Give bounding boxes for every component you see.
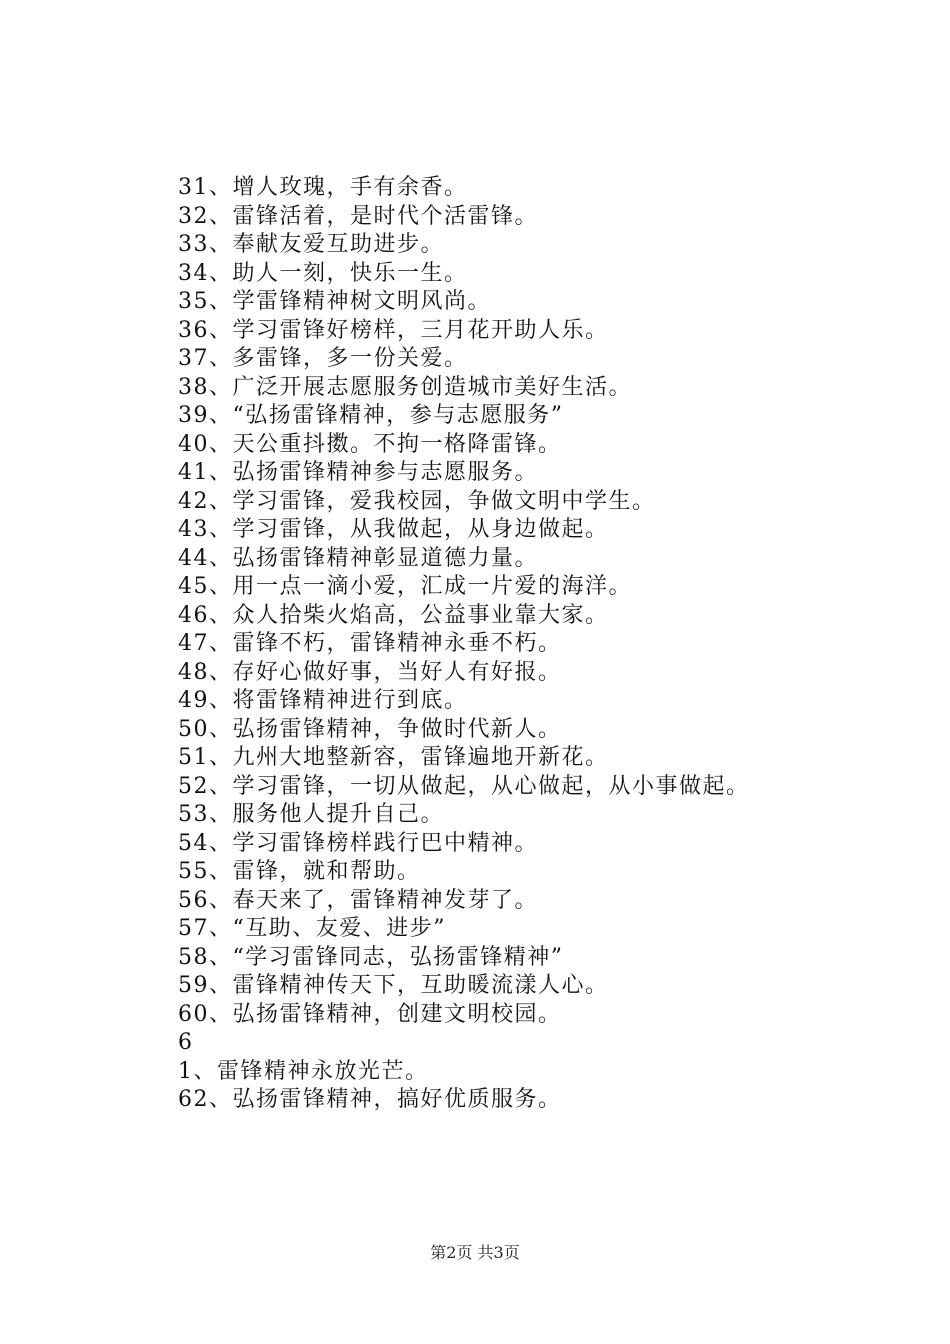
slogan-line-45: 45、用一点一滴小爱，汇成一片爱的海洋。 bbox=[178, 574, 632, 599]
slogan-line-38: 38、广泛开展志愿服务创造城市美好生活。 bbox=[178, 374, 632, 400]
slogan-line-58: 58、“学习雷锋同志，弘扬雷锋精神” bbox=[178, 944, 564, 970]
slogan-line-62: 62、弘扬雷锋精神，搞好优质服务。 bbox=[178, 1087, 562, 1112]
page-footer: 第2页 共3页 bbox=[430, 1243, 520, 1262]
slogan-line-48: 48、存好心做好事，当好人有好报。 bbox=[178, 659, 562, 685]
slogan-line-47: 47、雷锋不朽，雷锋精神永垂不朽。 bbox=[178, 631, 562, 656]
slogan-line-53: 53、服务他人提升自己。 bbox=[178, 802, 444, 827]
slogan-line-6-fragment: 6 bbox=[178, 1030, 194, 1055]
slogan-line-39: 39、“弘扬雷锋精神，参与志愿服务” bbox=[178, 403, 564, 428]
slogan-line-31: 31、增人玫瑰，手有余香。 bbox=[178, 175, 468, 200]
slogan-list bbox=[178, 174, 750, 1115]
slogan-line-59: 59、雷锋精神传天下，互助暖流漾人心。 bbox=[178, 973, 609, 998]
slogan-line-57: 57、“互助、友爱、进步” bbox=[178, 916, 446, 941]
slogan-line-32: 32、雷锋活着，是时代个活雷锋。 bbox=[178, 203, 538, 229]
slogan-line-35: 35、学雷锋精神树文明风尚。 bbox=[178, 289, 491, 314]
slogan-line-1-fragment: 1、雷锋精神永放光芒。 bbox=[178, 1058, 429, 1084]
slogan-line-46: 46、众人拾柴火焰高，公益事业靠大家。 bbox=[178, 602, 609, 628]
slogan-line-44: 44、弘扬雷锋精神彰显道德力量。 bbox=[178, 545, 538, 571]
slogan-line-40: 40、天公重抖擞。不拘一格降雷锋。 bbox=[178, 431, 562, 457]
slogan-line-56: 56、春天来了，雷锋精神发芽了。 bbox=[178, 887, 538, 913]
slogan-line-51: 51、九州大地整新容，雷锋遍地开新花。 bbox=[178, 745, 609, 770]
slogan-line-37: 37、多雷锋，多一份关爱。 bbox=[178, 346, 468, 371]
slogan-line-52: 52、学习雷锋，一切从做起，从心做起，从小事做起。 bbox=[178, 773, 750, 799]
slogan-line-36: 36、学习雷锋好榜样，三月花开助人乐。 bbox=[178, 317, 609, 343]
slogan-line-54: 54、学习雷锋榜样践行巴中精神。 bbox=[178, 830, 538, 856]
slogan-line-41: 41、弘扬雷锋精神参与志愿服务。 bbox=[178, 460, 538, 485]
slogan-line-50: 50、弘扬雷锋精神，争做时代新人。 bbox=[178, 716, 562, 742]
slogan-line-43: 43、学习雷锋，从我做起，从身边做起。 bbox=[178, 517, 609, 542]
slogan-line-42: 42、学习雷锋，爱我校园，争做文明中学生。 bbox=[178, 488, 656, 514]
slogan-line-33: 33、奉献友爱互助进步。 bbox=[178, 232, 444, 257]
slogan-line-60: 60、弘扬雷锋精神，创建文明校园。 bbox=[178, 1001, 562, 1027]
slogan-line-34: 34、助人一刻，快乐一生。 bbox=[178, 260, 468, 286]
slogan-line-49: 49、将雷锋精神进行到底。 bbox=[178, 688, 468, 713]
slogan-line-55: 55、雷锋，就和帮助。 bbox=[178, 859, 421, 884]
